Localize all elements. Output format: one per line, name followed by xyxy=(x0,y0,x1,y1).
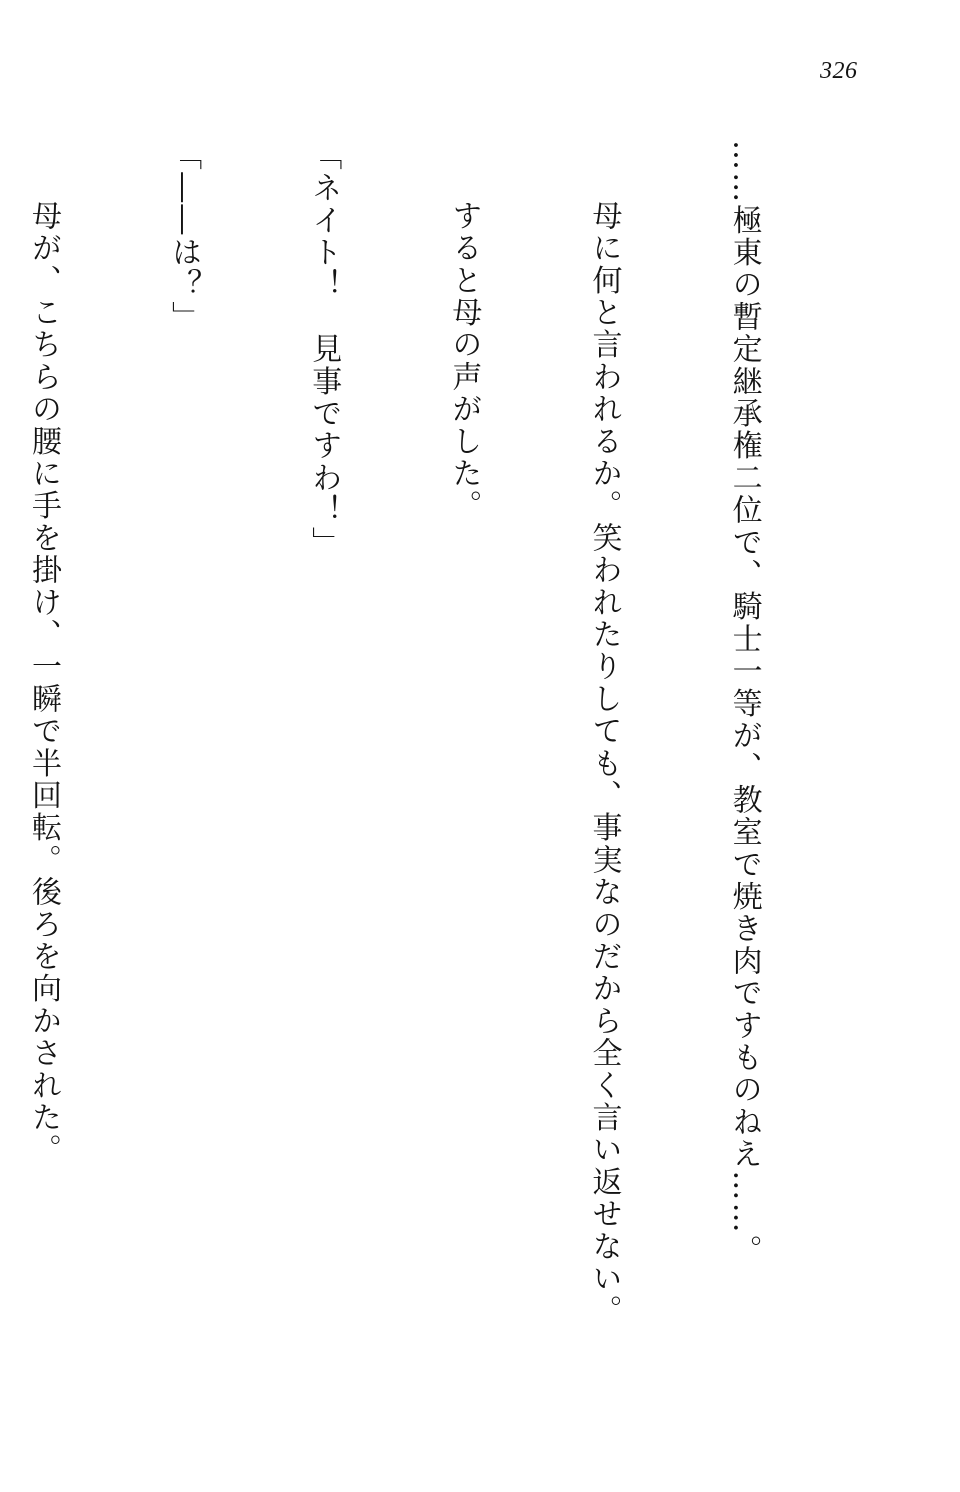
text-line: 母に何と言われるか。笑われたりしても、事実なのだから全く言い返せない。 xyxy=(586,200,622,1327)
text-line: 「――は？」 xyxy=(166,140,202,334)
text-line: すると母の声がした。 xyxy=(446,200,482,522)
page-number: 326 xyxy=(820,58,858,84)
body-text xyxy=(0,140,860,1327)
text-line: ……極東の暫定継承権二位で、騎士一等が、教室で焼き肉ですものねえ……。 xyxy=(726,140,762,1267)
text-line: 母が、こちらの腰に手を掛け、一瞬で半回転。後ろを向かされた。 xyxy=(26,200,62,1167)
text-line: 「ネイト！ 見事ですわ！」 xyxy=(306,140,342,559)
